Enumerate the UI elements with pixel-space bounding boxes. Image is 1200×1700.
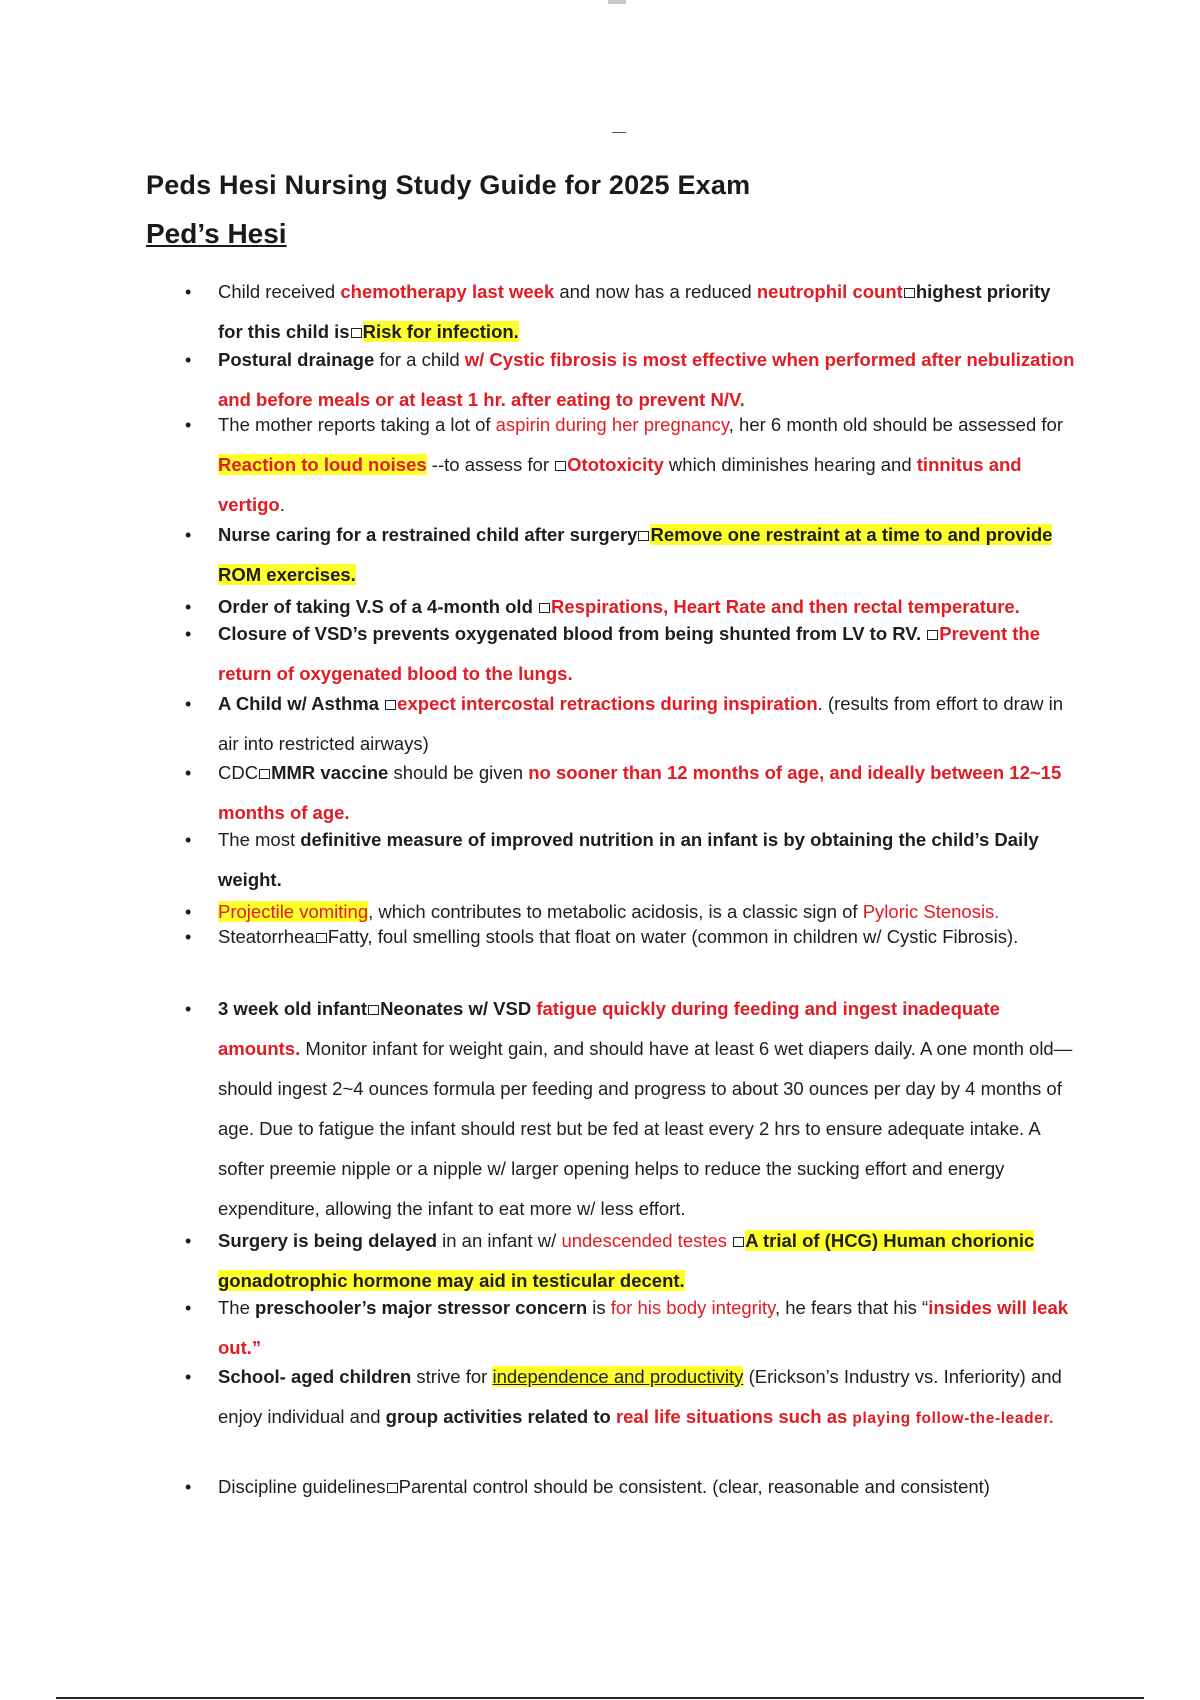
bullet-dot: • [185,415,192,435]
text-segment: Respirations, Heart Rate and then rectal temperature. [551,596,1020,617]
list-item-text [218,414,1063,515]
bullet-dot: • [185,694,192,714]
list-item-text [218,1230,1034,1291]
text-segment: for a child [374,349,465,370]
arrow-box-icon [385,700,396,710]
document-title: Peds Hesi Nursing Study Guide for 2025 Exam [146,170,751,200]
text-segment: School- aged children [218,1366,412,1387]
list-item-text [218,281,1050,342]
bullet-dot: • [185,763,192,783]
arrow-box-icon [351,328,362,338]
arrow-box-icon [539,603,550,613]
list-item-text [218,623,1040,684]
arrow-box-icon [638,531,649,541]
text-segment: Prevent the return of oxygenated blood to the lungs. [218,623,1040,684]
document-heading: Ped’s Hesi [146,218,287,249]
text-segment: Nurse caring for a restrained child after surgery [218,524,638,545]
arrow-box-icon [733,1237,744,1247]
text-segment: insides will leak out.” [218,1297,1069,1358]
bullet-dot: • [185,1367,192,1387]
text-segment: Closure of VSD’s prevents oxygenated blood from being shunted from LV to RV. [218,623,927,644]
text-segment: Remove one restraint at a time to and provide ROM exercises. [218,524,1053,585]
text-segment: expect intercostal retractions during inspiration [397,693,818,714]
bullet-dot: • [185,927,192,947]
list-item-text [218,349,1074,410]
text-segment: MMR vaccine [271,762,389,783]
list-item [185,515,1078,595]
text-segment: which diminishes hearing and [663,454,917,475]
text-segment [727,1230,732,1251]
text-segment: Reaction to loud noises [218,454,427,475]
text-segment: w/ Cystic fibrosis is most effective when performed after nebulization and before meals or at least 1 hr. after eating to prevent N/V. [218,349,1075,410]
bullet-dot: • [185,282,192,302]
list-item-text [218,1366,1062,1427]
text-segment: independence and productivity [492,1366,744,1387]
text-segment: . [279,494,285,515]
text-segment: Steatorrhea [218,926,315,947]
text-segment: CDC [218,762,259,783]
text-segment: Discipline guidelines [218,1476,386,1497]
arrow-box-icon [368,1005,379,1015]
list-item [185,1467,1078,1507]
arrow-box-icon [927,630,938,640]
text-segment: Risk for infection. [362,321,519,342]
arrow-box-icon [259,769,270,779]
text-segment: chemotherapy last week [340,281,555,302]
bullet-dot: • [185,350,192,370]
text-segment: Neonates w/ VSD [380,998,537,1019]
text-segment: The [218,1297,256,1318]
bullet-dot: • [185,1477,192,1497]
list-item-text [218,762,1061,823]
text-segment: --to assess for [426,454,555,475]
text-segment: The most [218,829,301,850]
text-segment: Parental control should be consistent. (clear, reasonable and consistent) [398,1476,990,1497]
list-item-text [218,829,1039,890]
bullet-dot: • [185,830,192,850]
list-item-text [218,524,1052,585]
text-segment: group activities related to [385,1406,616,1427]
text-segment: no sooner than 12 months of age, and ideally between 12~15 months of age. [218,762,1062,823]
bullet-dot: • [185,597,192,617]
list-item-text [218,1476,990,1497]
bullet-dot: • [185,999,192,1019]
text-segment: Monitor infant for weight gain, and should have at least 6 wet diapers daily. A one month old—should ingest 2~4 ounces formula per feeding and progress to about 30 ounces per day by 4 months of age. Due to fatigue the infant should rest but be fed at least every 2 hrs to ensure adequate intake. A softer preemie nipple or a nipple w/ larger opening helps to reduce the sucking effort and energy expenditure, allowing the infant to eat more w/ less effort. [218,1038,1073,1219]
arrow-box-icon [904,288,915,298]
list-item-text [218,1297,1068,1358]
text-segment: (Erickson’s Industry vs. Inferiority) and enjoy individual and [218,1366,1062,1427]
text-segment: real life situations such as [615,1406,853,1427]
list-item-text [218,693,1063,754]
list-item [185,989,1078,1229]
bullet-dot: • [185,525,192,545]
text-segment: preschooler’s major stressor concern [255,1297,588,1318]
list-item-text [218,926,1018,947]
text-segment: Child received [218,281,341,302]
bullet-dot: • [185,1298,192,1318]
text-segment: Projectile vomiting [218,901,369,922]
list-item [185,614,1078,694]
text-segment: undescended testes [561,1230,728,1251]
text-segment: Order of taking V.S of a 4-month old [218,596,539,617]
text-segment: playing follow-the-leader. [852,1410,1055,1427]
text-segment: is [587,1297,611,1318]
text-segment: , which contributes to metabolic acidosis, is a classic sign of [368,901,863,922]
text-segment: Pyloric Stenosis. [862,901,1000,922]
bullet-dot: • [185,1231,192,1251]
text-segment: in an infant w/ [437,1230,562,1251]
text-segment: Ototoxicity [567,454,664,475]
list-item [185,820,1078,900]
text-segment: for his body integrity [610,1297,775,1318]
bullet-dot: • [185,902,192,922]
text-segment: Surgery is being delayed [218,1230,437,1251]
text-segment: , her 6 month old should be assessed for [728,414,1063,435]
text-segment: should be given [388,762,529,783]
arrow-box-icon [387,1483,398,1493]
text-segment: definitive measure of improved nutrition in an infant is by obtaining the child’s Daily weight. [218,829,1039,890]
page-bottom-rule [56,1697,1144,1699]
arrow-box-icon [555,461,566,471]
text-segment: The mother reports taking a lot of [218,414,496,435]
text-segment: 3 week old infant [218,998,368,1019]
text-segment: A trial of (HCG) Human chorionic gonadotrophic hormone may aid in testicular decent. [218,1230,1035,1291]
page-top-mark [608,0,626,4]
list-item [185,1288,1078,1368]
arrow-box-icon [316,933,327,943]
text-segment: and now has a reduced [554,281,757,302]
text-segment: A Child w/ Asthma [218,693,385,714]
list-item-text [218,998,1072,1219]
list-item [185,405,1078,525]
text-segment: Fatty, foul smelling stools that float on water (common in children w/ Cystic Fibrosis). [327,926,1019,947]
text-segment: strive for [411,1366,493,1387]
text-segment: fatigue quickly during feeding and ingest inadequate amounts. [218,998,1000,1059]
text-segment: highest priority for this child is [218,281,1051,342]
text-segment: , he fears that his “ [774,1297,929,1318]
list-item [185,917,1078,957]
list-item [185,684,1078,764]
text-segment: tinnitus and vertigo [218,454,1022,515]
text-segment: neutrophil count [756,281,903,302]
text-segment: . (results from effort to draw in air into restricted airways) [218,693,1064,754]
bullet-dot: • [185,624,192,644]
header-tick [612,132,626,133]
text-segment: Postural drainage [218,349,375,370]
list-item [185,1357,1078,1439]
text-segment: aspirin during her pregnancy [495,414,729,435]
